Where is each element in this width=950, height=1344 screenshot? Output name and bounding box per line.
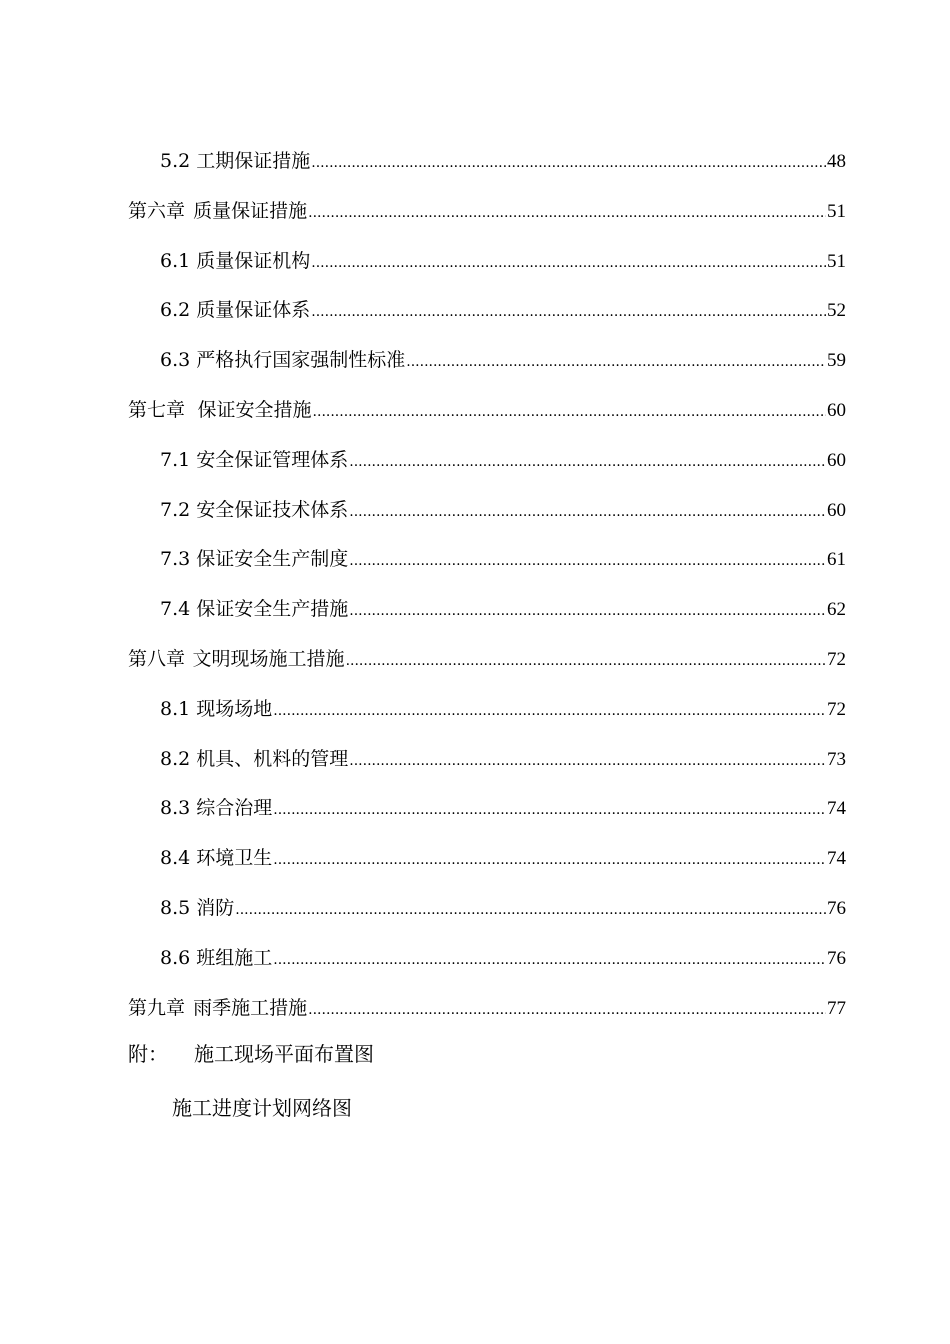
toc-entry-label: 8.3 综合治理 [160, 797, 273, 820]
toc-dot-leader [313, 396, 826, 428]
toc-page-number: 76 [827, 897, 846, 919]
toc-section-row [128, 543, 846, 593]
toc-page-number: 60 [827, 499, 846, 521]
toc-page-number: 77 [827, 997, 846, 1019]
toc-chapter-row [128, 394, 846, 444]
toc-entry-title: 雨季施工措施 [193, 996, 308, 1019]
toc-page-number: 62 [827, 599, 846, 621]
toc-entry-label: 8.1 现场场地 [160, 697, 273, 720]
toc-entry-label: 6.1 质量保证机构 [160, 249, 311, 272]
toc-dot-leader [406, 346, 826, 378]
toc-page-number: 76 [827, 947, 846, 969]
toc-page-number: 60 [827, 449, 846, 471]
toc-entry-label: 8.5 消防 [160, 896, 235, 919]
toc-entry-label: 5.2 工期保证措施 [160, 150, 311, 172]
toc-page-number: 74 [827, 798, 846, 820]
toc-section-row [128, 842, 846, 892]
toc-entry-label: 第六章 [128, 199, 186, 222]
toc-chapter-row [128, 643, 846, 693]
toc-page-number: 52 [827, 300, 846, 322]
toc-page-number: 59 [827, 350, 846, 372]
toc-entry-label: 7.3 保证安全生产制度 [160, 548, 349, 571]
toc-entry-label: 8.6 班组施工 [160, 946, 273, 969]
toc-page-number: 73 [827, 748, 846, 770]
toc-entry-title: 质量保证措施 [193, 199, 308, 222]
toc-page-number: 51 [827, 200, 846, 222]
toc-page-number: 74 [827, 848, 846, 870]
appendix-line [128, 1038, 374, 1070]
toc-dot-leader [308, 994, 826, 1026]
appendix-item-schedule-network: 施工进度计划网络图 [172, 1096, 352, 1120]
toc-dot-leader [311, 296, 826, 328]
toc-page-number: 61 [827, 549, 846, 571]
toc-section-row [128, 145, 846, 195]
toc-page-number: 51 [827, 250, 846, 272]
toc-entry-label: 第七章 [128, 398, 186, 421]
toc-dot-leader [346, 645, 826, 677]
toc-entry-label: 7.4 保证安全生产措施 [160, 598, 349, 621]
toc-section-row [128, 743, 846, 793]
toc-entry-title: 文明现场施工措施 [192, 647, 345, 670]
toc-entry-label: 7.2 安全保证技术体系 [160, 498, 349, 521]
toc-section-row [128, 593, 846, 643]
appendix-prefix: 附： [128, 1042, 168, 1066]
toc-dot-leader [349, 745, 826, 777]
toc-entry-label: 第八章 [128, 647, 186, 670]
toc-entry-label: 6.2 质量保证体系 [160, 299, 311, 322]
toc-dot-leader [349, 446, 826, 478]
appendix-item-site-layout: 施工现场平面布置图 [194, 1042, 374, 1066]
toc-section-row [128, 942, 846, 992]
toc-entry-title: 保证安全措施 [197, 398, 312, 421]
toc-section-row [128, 892, 846, 942]
toc-page-number: 72 [827, 648, 846, 670]
toc-entry-label: 6.3 严格执行国家强制性标准 [160, 349, 406, 372]
toc-dot-leader [273, 844, 826, 876]
toc-section-row [128, 294, 846, 344]
toc-dot-leader [273, 695, 826, 727]
toc-section-row [128, 792, 846, 842]
toc-dot-leader [349, 496, 826, 528]
toc-entry-label: 8.2 机具、机料的管理 [160, 747, 349, 770]
toc-dot-leader [235, 894, 826, 926]
toc-chapter-row [128, 195, 846, 245]
toc-entry-label: 第九章 [128, 996, 186, 1019]
toc-dot-leader [349, 595, 826, 627]
toc-dot-leader [273, 794, 826, 826]
toc-entry-label: 8.4 环境卫生 [160, 847, 273, 870]
toc-page-number: 48 [827, 151, 846, 172]
toc-dot-leader [308, 197, 826, 229]
toc-section-row [128, 245, 846, 295]
toc-dot-leader [311, 247, 826, 279]
table-of-contents [128, 145, 846, 1041]
toc-dot-leader [349, 545, 826, 577]
toc-page-number: 72 [827, 698, 846, 720]
toc-section-row [128, 444, 846, 494]
toc-chapter-row [128, 992, 846, 1042]
toc-section-row [128, 344, 846, 394]
toc-page-number: 60 [827, 399, 846, 421]
toc-section-row [128, 494, 846, 544]
toc-dot-leader [311, 147, 826, 179]
toc-entry-label: 7.1 安全保证管理体系 [160, 448, 349, 471]
toc-section-row [128, 693, 846, 743]
toc-dot-leader [273, 944, 826, 976]
